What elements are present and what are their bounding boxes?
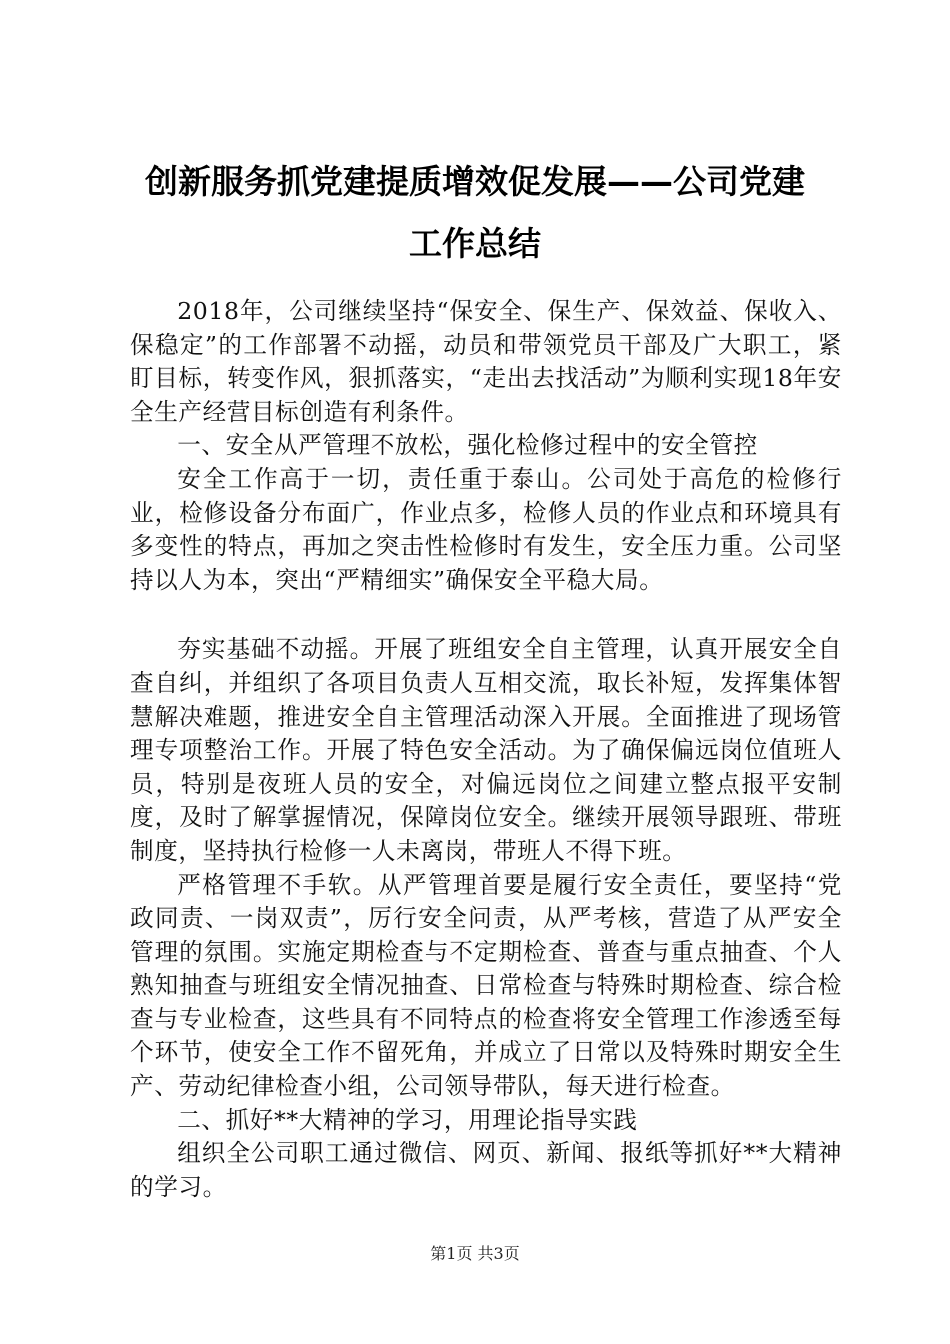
page-number-footer: 第1页 共3页	[430, 1244, 520, 1263]
body-paragraph: 安全工作高于一切，责任重于泰山。公司处于高危的检修行业，检修设备分布面广，作业点多，检修人员的作业点和环境具有多变性的特点，再加之突击性检修时有发生，安全压力重。公司坚持以人为本，突出“严精细实”确保安全平稳大局。	[130, 464, 842, 594]
document-body	[130, 295, 842, 1204]
body-paragraph: 夯实基础不动摇。开展了班组安全自主管理，认真开展安全自查自纠，并组织了各项目负责人互相交流，取长补短，发挥集体智慧解决难题，推进安全自主管理活动深入开展。全面推进了现场管理专项整治工作。开展了特色安全活动。为了确保偏远岗位值班人员，特别是夜班人员的安全，对偏远岗位之间建立整点报平安制度，及时了解掌握情况，保障岗位安全。继续开展领导跟班、带班制度，坚持执行检修一人未离岗，带班人不得下班。	[130, 635, 842, 865]
section-heading-1: 一、安全从严管理不放松，强化检修过程中的安全管控	[177, 431, 758, 460]
section-heading-2: 二、抓好**大精神的学习，用理论指导实践	[177, 1105, 638, 1134]
body-paragraph: 严格管理不手软。从严管理首要是履行安全责任，要坚持“党政同责、一岗双责”，厉行安全问责，从严考核，营造了从严安全管理的氛围。实施定期检查与不定期检查、普查与重点抽查、个人熟知抽查与班组安全情况抽查、日常检查与特殊时期检查、综合检查与专业检查，这些具有不同特点的检查将安全管理工作渗透至每个环节，使安全工作不留死角，并成立了日常以及特殊时期安全生产、劳动纪律检查小组，公司领导带队，每天进行检查。	[130, 870, 842, 1101]
document-title-line-1: 创新服务抓党建提质增效促发展——公司党建	[145, 162, 805, 201]
document-title-line-2: 工作总结	[409, 224, 541, 263]
intro-paragraph: 2018年，公司继续坚持“保安全、保生产、保效益、保收入、保稳定”的工作部署不动摇，动员和带领党员干部及广大职工，紧盯目标，转变作风，狠抓落实，“走出去找活动”为顺利实现18年安全生产经营目标创造有利条件。	[130, 297, 842, 426]
body-paragraph: 组织全公司职工通过微信、网页、新闻、报纸等抓好**大精神的学习。	[130, 1139, 842, 1201]
